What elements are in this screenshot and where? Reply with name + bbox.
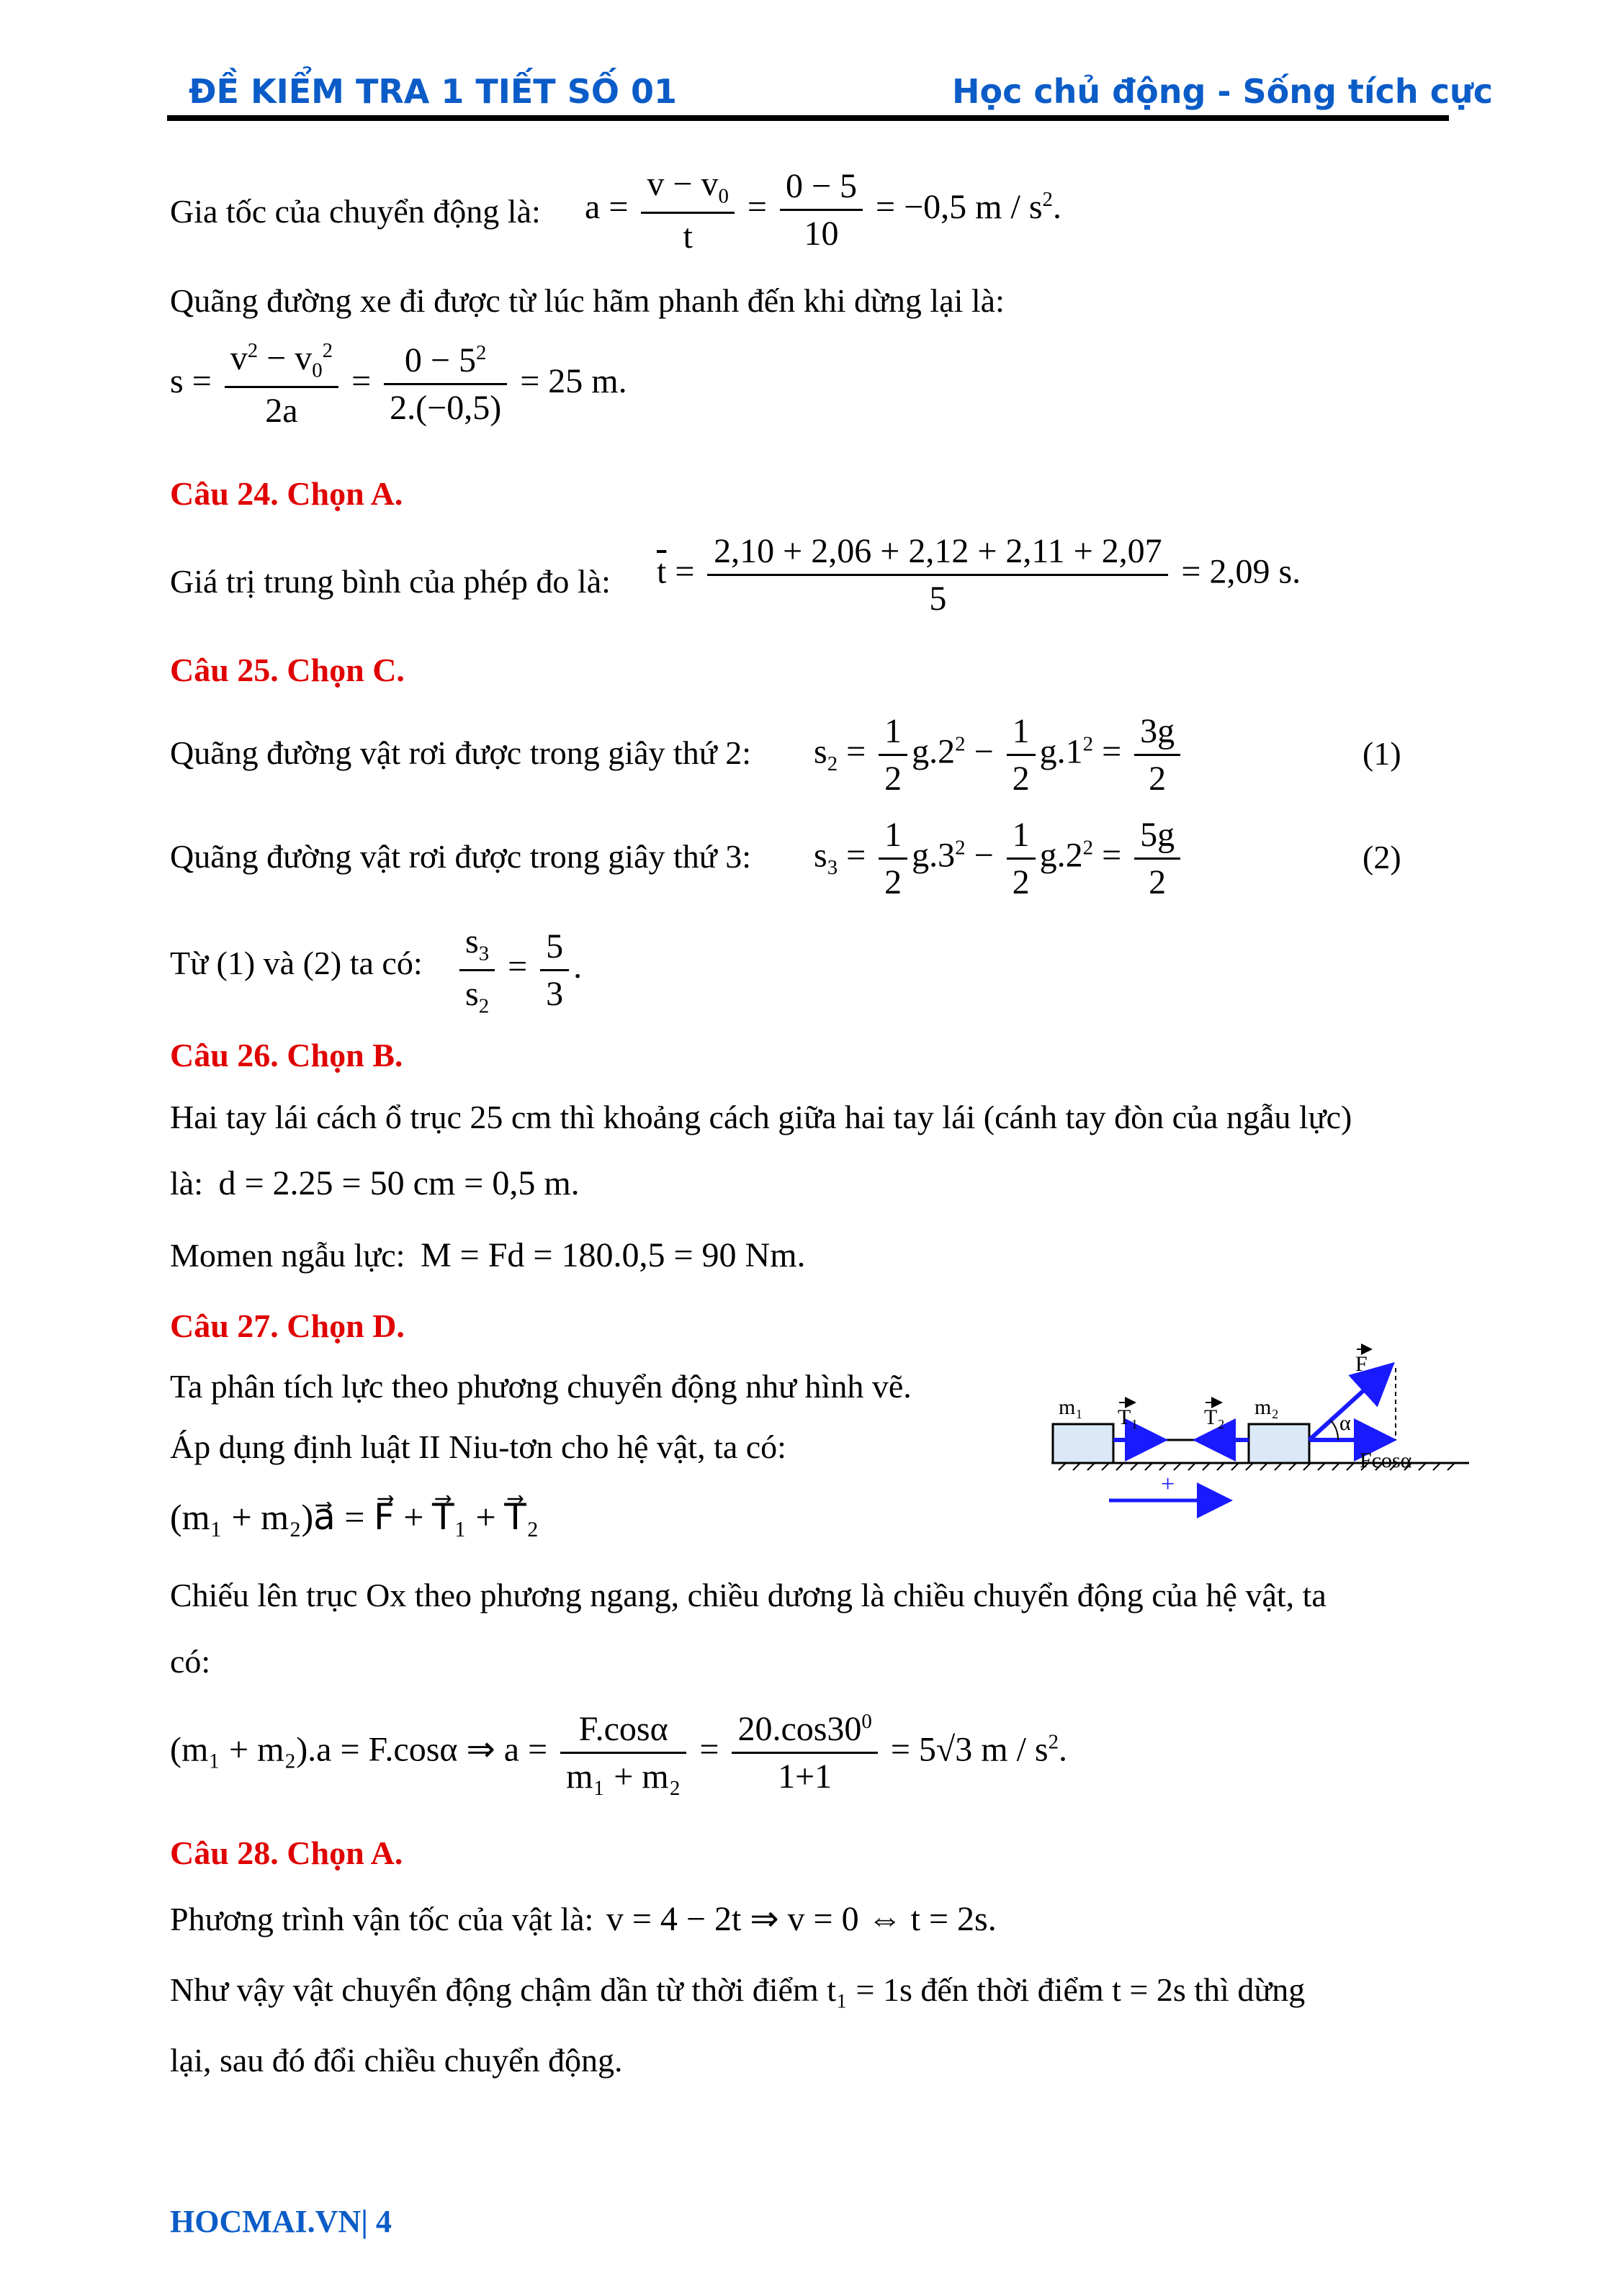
q27-line3: Chiếu lên trục Ox theo phương ngang, chiều dương là chiều chuyển động của hệ vật, ta: [170, 1577, 1327, 1613]
label-m2: m₂: [1254, 1395, 1279, 1419]
q28-line2: Như vậy vật chuyển động chậm dần từ thời điểm t₁ = 1s đến thời điểm t = 2s thì dừng: [170, 1971, 1306, 2008]
angle-arc: [1331, 1421, 1338, 1440]
ratio-formula: $\frac{s_3}{s_2}$ = $\frac{5}{3}$ .: [455, 922, 582, 1018]
accel-formula: a = $\frac{v - v_0}{t}$ = $\frac{0 - 5}{10}$ = −0,5 m / $s^2$.: [585, 165, 1061, 256]
label-t2: T₂: [1204, 1405, 1225, 1429]
header-slogan: Học chủ động - Sống tích cực: [952, 72, 1493, 111]
q27-heading: Câu 27. Chọn D.: [170, 1307, 405, 1344]
q24-heading: Câu 24. Chọn A.: [170, 475, 403, 512]
block-m2: [1249, 1424, 1309, 1463]
q28-line1: Phương trình vận tốc của vật là: v = 4 − 2t ⇒ v = 0 ⇔ t = 2s.: [170, 1900, 997, 1938]
q26-line1: Hai tay lái cách ổ trục 25 cm thì khoảng cách giữa hai tay lái (cánh tay đòn của ngẫu lực): [170, 1099, 1352, 1135]
q27-line1: Ta phân tích lực theo phương chuyển động như hình vẽ.: [170, 1368, 912, 1405]
label-alpha: α: [1339, 1411, 1351, 1435]
q27-result-eq: (m₁ + m₂).a = F.cosα ⇒ a = $\frac{F.\cos\alpha}{\text{m₁ + m₂}}$ = $\frac{20.\cos 30^0}{1+1}$ = 5√3 m / $s^2$.: [170, 1710, 1067, 1796]
block-m1: [1053, 1424, 1113, 1463]
q27-line2: Áp dụng định luật II Niu-tơn cho hệ vật, ta có:: [170, 1428, 786, 1465]
q28-line3: lại, sau đó đổi chiều chuyển động.: [170, 2042, 623, 2079]
q26-line2: là: d = 2.25 = 50 cm = 0,5 m.: [170, 1164, 580, 1202]
eq-number-1: (1): [1363, 735, 1401, 772]
ratio-label: Từ (1) và (2) ta có:: [170, 945, 423, 981]
eq-number-2: (2): [1363, 839, 1401, 875]
s2-label: Quãng đường vật rơi được trong giây thứ 2:: [170, 734, 751, 771]
s3-formula: $s_3$ = $\frac{1}{2}$ $g.3^2$ − $\frac{1}{2}$ $g.2^2$ = $\frac{5g}{2}$: [814, 815, 1185, 902]
s3-label: Quãng đường vật rơi được trong giây thứ 3:: [170, 838, 751, 875]
avg-formula: $\overline{t}$ = $\frac{2,10 + 2,06 + 2,12 + 2,11 + 2,07}{5}$ = 2,09 s.: [657, 532, 1301, 618]
header-title: ĐỀ KIỂM TRA 1 TIẾT SỐ 01: [189, 72, 677, 111]
label-fcos: Fcosα: [1360, 1449, 1412, 1472]
s2-formula: $s_2$ = $\frac{1}{2}$ $g.2^2$ − $\frac{1}{2}$ $g.1^2$ = $\frac{3g}{2}$: [814, 711, 1185, 798]
q27-line4: có:: [170, 1643, 211, 1680]
label-plus: +: [1161, 1471, 1175, 1498]
avg-label: Giá trị trung bình của phép đo là:: [170, 563, 611, 600]
q28-heading: Câu 28. Chọn A.: [170, 1834, 403, 1871]
dist-formula: s = $\frac{v^2 - v_0^2}{2a}$ = $\frac{0 - 5^2}{2.(-0,5)}$ = 25 m.: [170, 339, 627, 430]
q25-heading: Câu 25. Chọn C.: [170, 652, 405, 688]
dist-label: Quãng đường xe đi được từ lúc hãm phanh đến khi dừng lại là:: [170, 282, 1005, 319]
label-t1: T₁: [1118, 1405, 1139, 1429]
label-m1: m₁: [1059, 1395, 1083, 1419]
q26-line3: Momen ngẫu lực: M = Fd = 180.0,5 = 90 Nm.: [170, 1236, 806, 1274]
footer-page: HOCMAI.VN| 4: [170, 2204, 392, 2239]
q26-heading: Câu 26. Chọn B.: [170, 1037, 403, 1073]
accel-label: Gia tốc của chuyển động là:: [170, 193, 541, 230]
header-rule: [167, 115, 1449, 121]
force-diagram: [1037, 1339, 1483, 1526]
q27-vector-eq: (m₁ + m₂)a⃗ = F⃗ + T⃗₁ + T⃗₂: [170, 1497, 539, 1537]
label-f: F: [1355, 1352, 1368, 1376]
